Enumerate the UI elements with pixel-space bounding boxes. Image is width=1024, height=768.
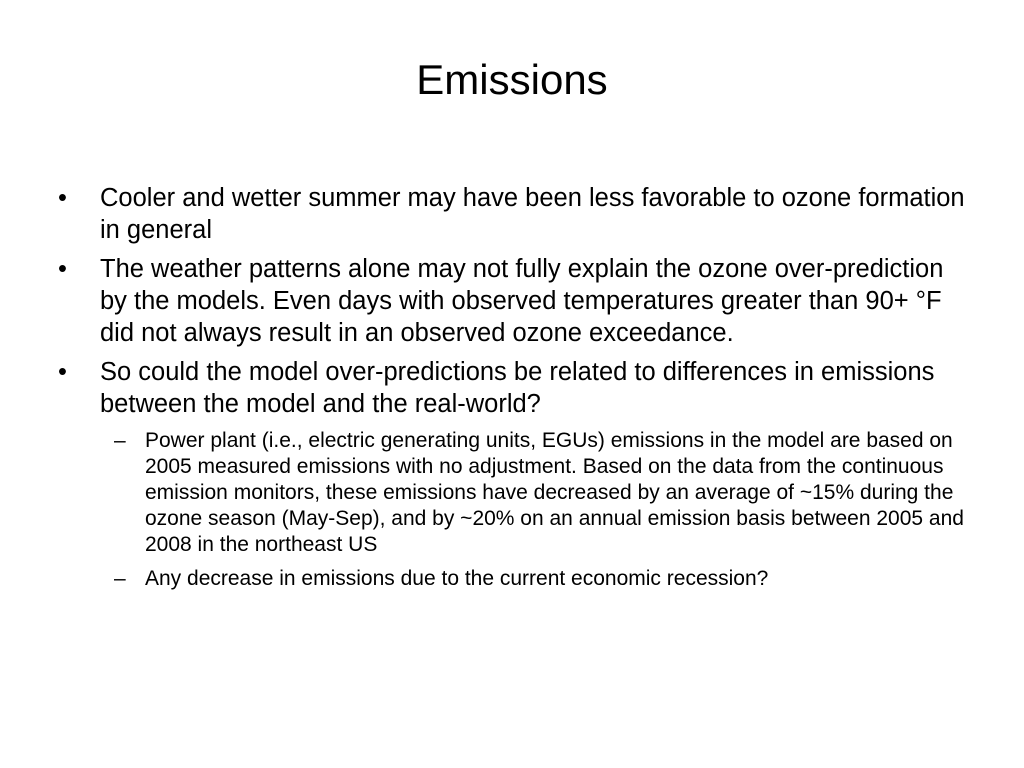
slide-title: Emissions (416, 56, 608, 103)
sub-bullet-recession (100, 566, 968, 592)
bullet-text: The weather patterns alone may not fully explain the ozone over-prediction by the models. Even days with observed temperatures greater than 90+ °F did not always result in an observed ozone exceedance. (100, 255, 944, 347)
sub-bullet-power-plant (100, 428, 968, 558)
bullet-item-weather (58, 182, 968, 246)
sub-bullet-list (100, 428, 968, 592)
bullet-text: So could the model over-predictions be related to differences in emissions between the model and the real-world? (100, 358, 935, 418)
bullet-text: Cooler and wetter summer may have been less favorable to ozone formation in general (100, 184, 965, 244)
bullet-marker: • (58, 358, 67, 386)
bullet-marker: • (58, 184, 67, 212)
bullet-list (58, 182, 968, 600)
sub-bullet-text: Any decrease in emissions due to the current economic recession? (145, 567, 769, 590)
bullet-item-model-differences (58, 356, 968, 592)
bullet-item-patterns (58, 253, 968, 349)
sub-bullet-marker: – (114, 429, 126, 452)
sub-bullet-text: Power plant (i.e., electric generating units, EGUs) emissions in the model are based on 2005 measured emissions with no adjustment. Based on the data from the continuous emission monitors, these emissions have decreased by an average of ~15% during the ozone season (May-Sep), and by ~20% on an annual emission basis between 2005 and 2008 in the northeast US (145, 429, 964, 556)
bullet-marker: • (58, 255, 67, 283)
sub-bullet-marker: – (114, 567, 126, 590)
